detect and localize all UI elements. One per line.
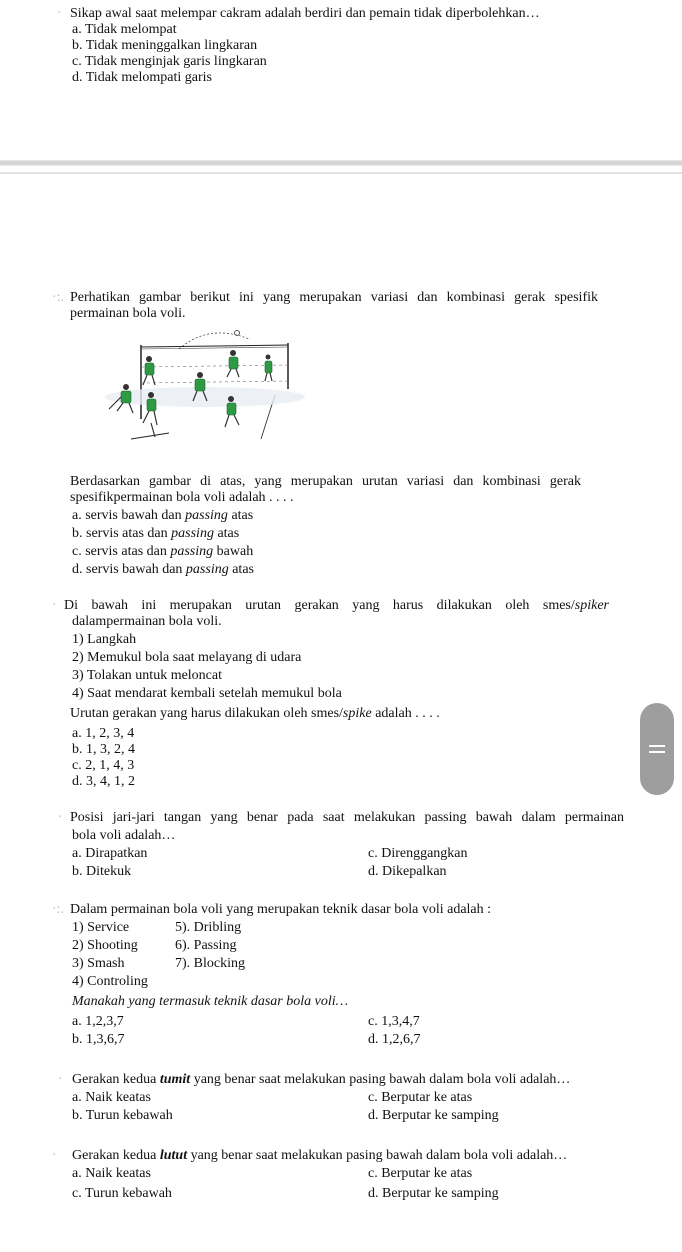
option-c: c. Tidak menginjak garis lingkaran [72, 54, 267, 69]
option-b: b. Tidak meninggalkan lingkaran [72, 38, 258, 53]
item-4: 4) Controling [72, 974, 148, 989]
option-b: b. servis atas dan passing atas [72, 526, 240, 541]
question-number: ·:. [52, 902, 65, 917]
option-c: c. Berputar ke atas [368, 1090, 473, 1105]
item-1: 1) Service [72, 920, 130, 935]
question-number: · [52, 1148, 57, 1163]
option-a: a. Dirapatkan [72, 846, 148, 861]
question-stem: Urutan gerakan yang harus dilakukan oleh smes/spike adalah . . . . [70, 706, 440, 721]
question-number: · [52, 598, 57, 613]
option-b: b. Turun kebawah [72, 1108, 173, 1123]
item-7: 7). Blocking [175, 956, 245, 971]
question-number: · [57, 6, 62, 21]
handle-grip-line-top [649, 745, 665, 747]
step-1: 1) Langkah [72, 632, 137, 647]
step-4: 4) Saat mendarat kembali setelah memukul bola [72, 686, 342, 701]
option-c: c. 2, 1, 4, 3 [72, 758, 135, 773]
question-text-line1: Di bawah ini merupakan urutan gerakan yang harus dilakukan oleh smes/spiker [64, 598, 609, 613]
question-number: · [58, 1072, 63, 1087]
option-d: d. servis bawah dan passing atas [72, 562, 254, 577]
question-text: Gerakan kedua tumit yang benar saat melakukan pasing bawah dalam bola voli adalah… [72, 1072, 571, 1087]
option-b: c. Turun kebawah [72, 1186, 172, 1201]
handle-grip-line-bottom [649, 751, 665, 753]
item-5: 5). Dribling [175, 920, 242, 935]
question-text: Sikap awal saat melempar cakram adalah berdiri dan pemain tidak diperbolehkan… [70, 6, 540, 21]
option-b: b. Ditekuk [72, 864, 132, 879]
option-d: d. Berputar ke samping [368, 1108, 499, 1123]
option-a: a. 1, 2, 3, 4 [72, 726, 135, 741]
item-2: 2) Shooting [72, 938, 138, 953]
question-number: · [58, 810, 63, 825]
option-a: a. 1,2,3,7 [72, 1014, 124, 1029]
option-c: c. Berputar ke atas [368, 1166, 473, 1181]
volleyball-illustration [99, 327, 311, 449]
option-d: d. Dikepalkan [368, 864, 447, 879]
question-stem-line1: Berdasarkan gambar di atas, yang merupakan urutan variasi dan kombinasi gerak [70, 474, 581, 489]
option-a: a. Naik keatas [72, 1090, 151, 1105]
option-c: c. servis atas dan passing bawah [72, 544, 254, 559]
option-a: a. servis bawah dan passing atas [72, 508, 254, 523]
question-number: ·:. [52, 290, 65, 305]
step-3: 3) Tolakan untuk meloncat [72, 668, 223, 683]
question-text-line1: Posisi jari-jari tangan yang benar pada saat melakukan passing bawah dalam permainan [70, 810, 624, 825]
option-b: b. 1, 3, 2, 4 [72, 742, 135, 757]
question-text-line2: bola voli adalah… [72, 828, 176, 843]
page-break-divider [0, 160, 682, 166]
option-d: d. Tidak melompati garis [72, 70, 212, 85]
step-2: 2) Memukul bola saat melayang di udara [72, 650, 302, 665]
page-break-shadow [0, 172, 682, 174]
option-d: d. 3, 4, 1, 2 [72, 774, 135, 789]
question-text-line2: dalampermainan bola voli. [72, 614, 222, 629]
question-stem: Manakah yang termasuk teknik dasar bola voli… [72, 994, 349, 1009]
option-c: c. 1,3,4,7 [368, 1014, 420, 1029]
scroll-handle-button[interactable] [640, 703, 674, 795]
option-a: a. Tidak melompat [72, 22, 177, 37]
question-stem-line2: spesifikpermainan bola voli adalah . . . . [70, 490, 294, 505]
option-d: d. Berputar ke samping [368, 1186, 499, 1201]
item-3: 3) Smash [72, 956, 125, 971]
question-text-line2: permainan bola voli. [70, 306, 186, 321]
item-6: 6). Passing [175, 938, 237, 953]
option-d: d. 1,2,6,7 [368, 1032, 421, 1047]
question-text: Gerakan kedua lutut yang benar saat melakukan pasing bawah dalam bola voli adalah… [72, 1148, 568, 1163]
question-text-line1: Perhatikan gambar berikut ini yang merupakan variasi dan kombinasi gerak spesifik [70, 290, 598, 305]
question-text: Dalam permainan bola voli yang merupakan teknik dasar bola voli adalah : [70, 902, 492, 917]
option-b: b. 1,3,6,7 [72, 1032, 125, 1047]
option-c: c. Direnggangkan [368, 846, 468, 861]
option-a: a. Naik keatas [72, 1166, 151, 1181]
